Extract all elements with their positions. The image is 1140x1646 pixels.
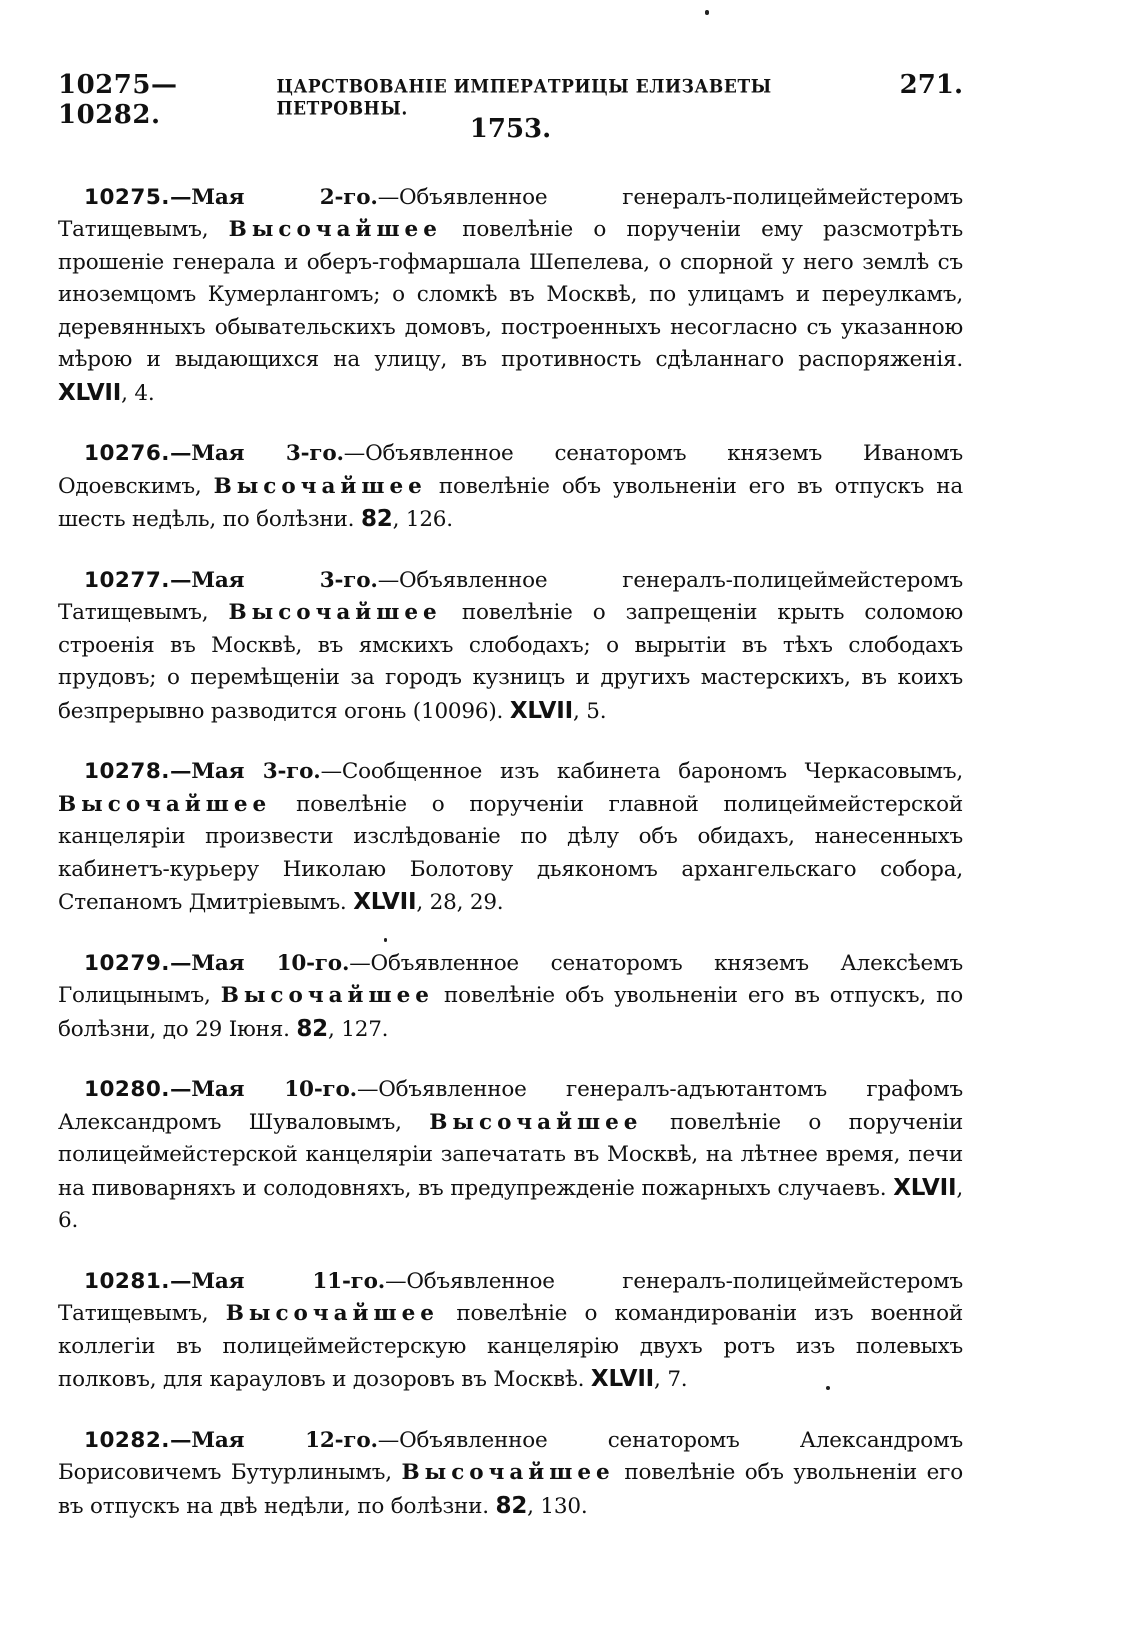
entry-10277	[58, 565, 963, 729]
entry-10275	[58, 182, 963, 411]
entry-range: 10275—10282.	[58, 70, 178, 130]
entry-text-body: повелѣніе объ увольненіи его въ отпускъ на двѣ недѣли, по болѣзни.	[58, 1460, 963, 1519]
entry-text-lead: —Объявленное генералъ-полицеймейстеромъ Татищевымъ,	[58, 1268, 963, 1326]
entry-text-lead: —Объявленное генералъ-адъютантомъ графомъ Александромъ Шуваловымъ,	[58, 1077, 963, 1135]
entry-date: —Мая 11-го.	[169, 1268, 386, 1294]
entry-number: 10282.	[84, 1427, 170, 1453]
running-title: ЦАРСТВОВАНІЕ ИМПЕРАТРИЦЫ ЕЛИЗАВЕТЫ ПЕТРОВНЫ.	[276, 76, 772, 120]
entry-spaced-word: Высочайшее	[401, 1460, 615, 1485]
entry-date: —Мая 3-го.	[169, 759, 321, 784]
entry-spaced-word: Высочайшее	[228, 600, 442, 625]
entry-date: —Мая 12-го.	[169, 1427, 378, 1453]
entry-text-body: повелѣніе о порученіи главной полицеймейстерской канцеляріи произвести изслѣдованіе по дѣлу объ обидахъ, нанесенныхъ кабинетъ-курьеру Николаю Болотову дьякономъ архангельскаго собора, Степаномъ Дмитріевымъ.	[58, 791, 963, 915]
entry-spaced-word: Высочайшее	[225, 1301, 439, 1326]
entry-text-body: повелѣніе объ увольненіи его въ отпускъ на шесть недѣль, по болѣзни.	[58, 473, 963, 532]
entry-date: —Мая 10-го.	[169, 950, 350, 976]
print-speck	[705, 10, 709, 15]
source-volume: XLVII	[353, 889, 417, 915]
source-volume: 82	[360, 506, 393, 532]
entry-text-body: повелѣніе о командированіи изъ военной коллегіи въ полицеймейстерскую канцелярію двухъ ротъ изъ полевыхъ полковъ, для карауловъ и дозоровъ въ Москвѣ.	[58, 1301, 963, 1392]
entry-10279	[58, 948, 963, 1047]
entry-10282	[58, 1425, 963, 1524]
year-heading: 1753.	[469, 114, 552, 144]
source-volume: 82	[495, 1492, 528, 1519]
entry-text-lead: —Объявленное сенаторомъ княземъ Иваномъ Одоевскимъ,	[58, 441, 963, 499]
source-pages: , 7.	[654, 1367, 688, 1392]
entry-spaced-word: Высочайшее	[220, 983, 434, 1008]
source-pages: , 127.	[327, 1016, 389, 1042]
source-volume: XLVII	[509, 697, 573, 724]
entry-number: 10280.	[84, 1077, 170, 1102]
page-number: 271.	[899, 70, 963, 100]
source-volume: XLVII	[590, 1366, 655, 1392]
entry-number: 10275.	[84, 184, 170, 210]
entry-text-body: повелѣніе о порученіи ему разсмотрѣть прошеніе генерала и оберъ-гофмаршала Шепелева, о спорной у него землѣ съ иноземцомъ Кумерлангомъ; о сломкѣ въ Москвѣ, по улицамъ и переулкамъ, деревянныхъ обывательскихъ домовъ, построенныхъ несогласно съ указанною мѣрою и выдающихся на улицу, въ противность сдѣланнаго распоряженія.	[58, 217, 963, 372]
entry-text-lead: —Объявленное генералъ-полицеймейстеромъ Татищевымъ,	[58, 184, 963, 242]
entry-10280	[58, 1074, 963, 1238]
source-pages: , 5.	[572, 698, 607, 724]
source-pages: , 126.	[392, 507, 453, 532]
entry-text-lead: —Объявленное генералъ-полицеймейстеромъ Татищевымъ,	[58, 567, 963, 625]
entry-text-body: повелѣніе о запрещеніи крыть соломою строенія въ Москвѣ, въ ямскихъ слободахъ; о вырытіи въ тѣхъ слободахъ прудовъ; о перемѣщеніи за городъ кузницъ и другихъ мастерскихъ, въ коихъ безпрерывно разводится огонь (10096).	[58, 600, 963, 724]
entry-number: 10277.	[84, 567, 170, 593]
entry-10278	[58, 756, 963, 920]
entry-date: —Мая 3-го.	[169, 441, 344, 466]
entry-number: 10278.	[84, 759, 170, 784]
entry-number: 10276.	[84, 441, 170, 466]
entry-text-body: повелѣніе о порученіи полицеймейстерской канцеляріи запечатать въ Москвѣ, на лѣтнее время, печи на пивоварняхъ и солодовняхъ, въ предупрежденіе пожарныхъ случаевъ.	[58, 1109, 963, 1201]
entry-text-body: повелѣніе объ увольненіи его въ отпускъ, по болѣзни, до 29 Іюня.	[58, 983, 963, 1042]
source-pages: , 28, 29.	[416, 890, 504, 915]
entry-text-lead: —Объявленное сенаторомъ Александромъ Борисовичемъ Бутурлинымъ,	[58, 1427, 963, 1485]
source-volume: XLVII	[893, 1174, 957, 1201]
entry-text-lead: —Объявленное сенаторомъ княземъ Алексѣемъ Голицынымъ,	[58, 950, 963, 1008]
entry-date: —Мая 2-го.	[169, 184, 378, 210]
entry-number: 10281.	[84, 1268, 170, 1294]
source-volume: 82	[296, 1015, 328, 1042]
book-page	[58, 70, 963, 1551]
entry-10281	[58, 1266, 963, 1397]
entry-spaced-word: Высочайшее	[228, 217, 442, 242]
entries-list	[58, 182, 963, 1524]
entry-number: 10279.	[84, 950, 170, 976]
source-volume: XLVII	[58, 379, 122, 406]
entry-spaced-word: Высочайшее	[213, 473, 427, 499]
entry-spaced-word: Высочайшее	[429, 1109, 643, 1135]
entry-spaced-word: Высочайшее	[58, 791, 272, 817]
entry-date: —Мая 3-го.	[169, 567, 378, 593]
source-pages: , 4.	[121, 380, 155, 406]
entry-10276	[58, 438, 963, 537]
source-pages: , 130.	[527, 1493, 588, 1519]
entry-date: —Мая 10-го.	[169, 1077, 357, 1102]
source-pages: , 6.	[58, 1175, 963, 1233]
entry-text-lead: —Сообщенное изъ кабинета барономъ Черкасовымъ,	[320, 759, 963, 784]
